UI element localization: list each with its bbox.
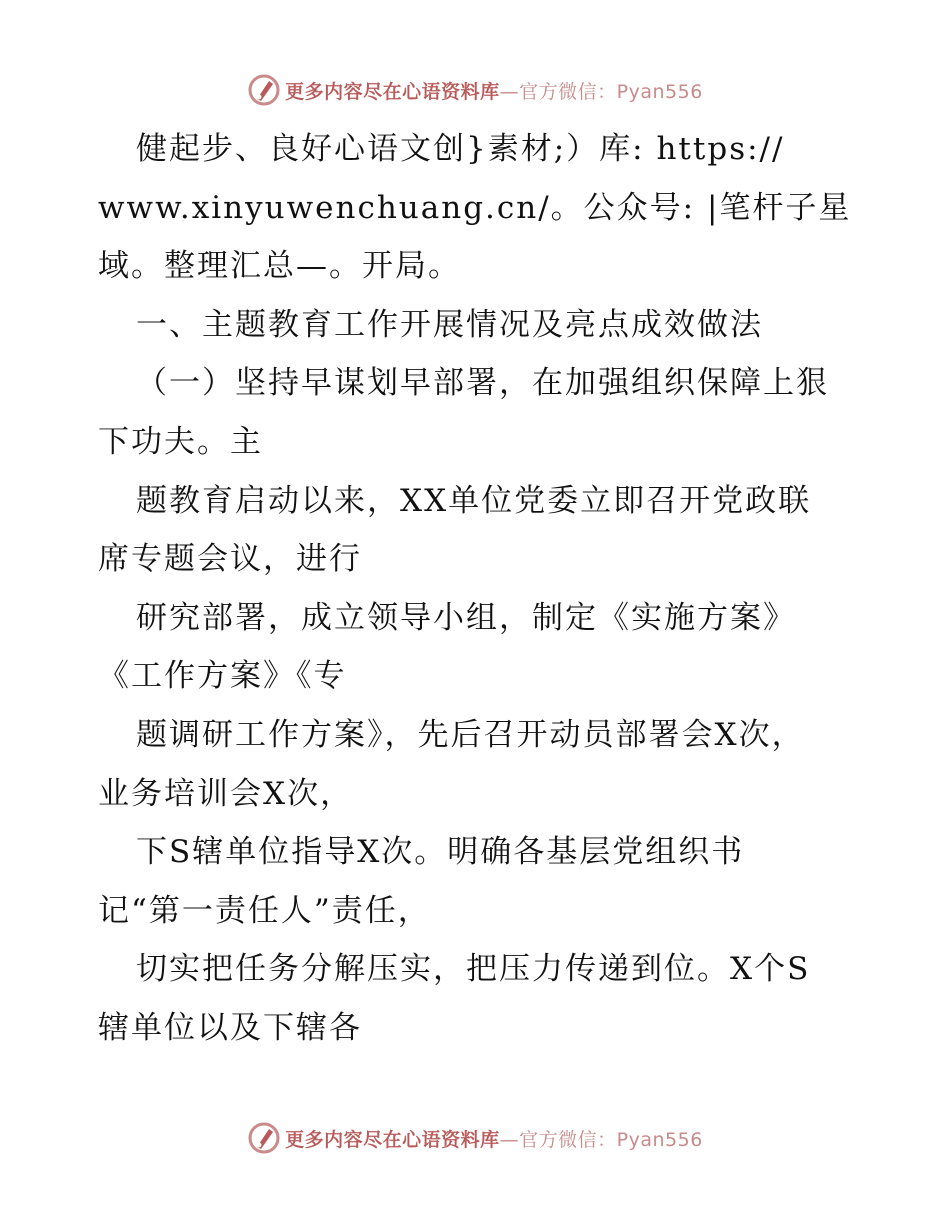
text-line: 下功夫。主 [98, 423, 263, 460]
text-line: 《工作方案》《专 [98, 658, 347, 695]
text-line: 题教育启动以来，XX单位党委立即召开党政联 [136, 482, 812, 519]
pen-logo-icon [247, 1121, 281, 1155]
text-line: 题调研工作方案》，先后召开动员部署会X次， [136, 716, 805, 753]
text-line: 业务培训会X次， [98, 775, 354, 812]
document-body [98, 120, 858, 1058]
pen-logo-icon [247, 73, 281, 107]
watermark-rest: —官方微信：Pyan556 [499, 80, 703, 103]
watermark-highlight: 更多内容尽在心语资料库 [285, 1128, 500, 1151]
text-line: 切实把任务分解压实，把压力传递到位。X个S [136, 951, 811, 988]
header-watermark [0, 70, 950, 110]
text-line: 研究部署，成立领导小组，制定《实施方案》 [136, 599, 796, 636]
text-line: www.xinyuwenchuang.cn/。公众号: |笔杆子星 [98, 189, 852, 226]
footer-watermark [0, 1118, 950, 1158]
text-line: 域。整理汇总—。开局。 [98, 248, 461, 285]
watermark-text [285, 77, 703, 104]
text-line: （一）坚持早谋划早部署，在加强组织保障上狠 [136, 365, 829, 402]
text-line: 记“第一责任人”责任， [98, 892, 431, 929]
text-line: 下S辖单位指导X次。明确各基层党组织书 [136, 834, 745, 871]
text-line: 辖单位以及下辖各 [98, 1009, 362, 1046]
watermark-highlight: 更多内容尽在心语资料库 [285, 80, 500, 103]
text-line: 席专题会议，进行 [98, 541, 362, 578]
watermark-rest: —官方微信：Pyan556 [499, 1128, 703, 1151]
watermark-text [285, 1125, 703, 1152]
text-line: 一、主题教育工作开展情况及亮点成效做法 [136, 306, 763, 343]
text-line: 健起步、良好心语文创}素材;）库: https:// [136, 131, 785, 167]
